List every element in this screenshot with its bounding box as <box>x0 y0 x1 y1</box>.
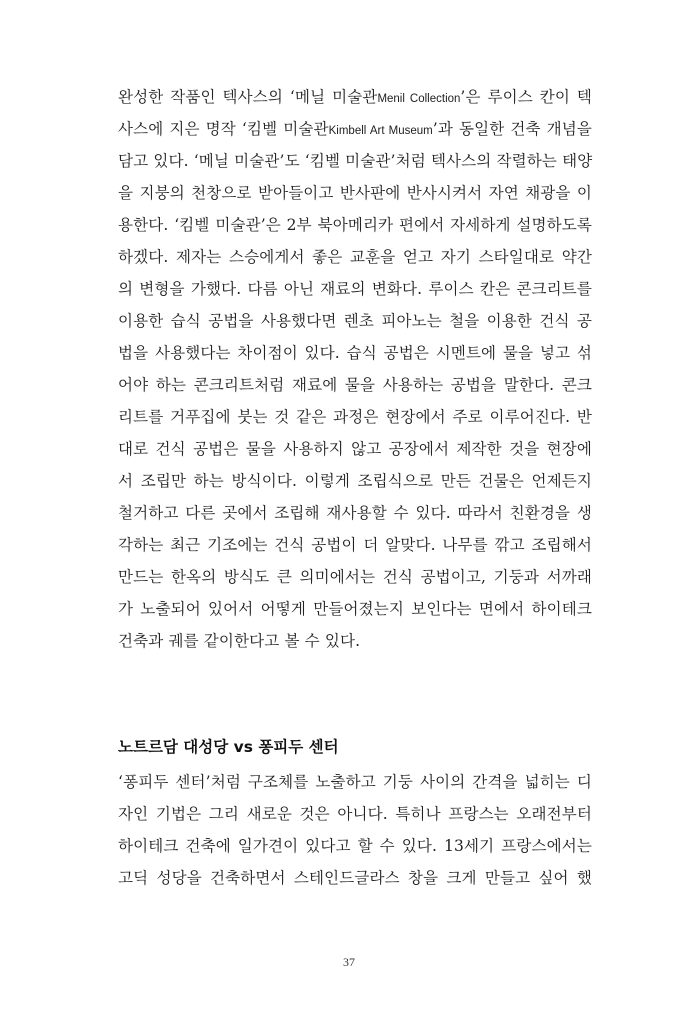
text-line: 을 지붕의 천창으로 받아들이고 반사판에 반사시켜서 자연 채광을 이 <box>118 184 592 202</box>
text-line: 담고 있다. ‘메닐 미술관’도 ‘킴벨 미술관’처럼 텍사스의 작렬하는 태양 <box>118 152 593 170</box>
text-line: 서 조립만 하는 방식이다. 이렇게 조립식으로 만든 건물은 언제든지 <box>118 472 592 490</box>
text-line: 건축과 궤를 같이한다고 볼 수 있다. <box>118 632 361 650</box>
text-line: 법을 사용했다는 차이점이 있다. 습식 공법은 시멘트에 물을 넣고 섞 <box>118 344 592 362</box>
latin-annotation: Menil Collection <box>377 93 461 105</box>
text-line: 각하는 최근 기조에는 건식 공법이 더 알맞다. 나무를 깎고 조립해서 <box>118 536 592 554</box>
text-line: 용한다. ‘킴벨 미술관’은 2부 북아메리카 편에서 자세하게 설명하도록 <box>118 216 592 234</box>
text-line: 하겠다. 제자는 스승에게서 좋은 교훈을 얻고 자기 스타일대로 약간 <box>118 248 592 266</box>
page-number: 37 <box>343 955 355 969</box>
text-line: 자인 기법은 그리 새로운 것은 아니다. 특히나 프랑스는 오래전부터 <box>118 805 592 823</box>
text-line: 리트를 거푸집에 붓는 것 같은 과정은 현장에서 주로 이루어진다. 반 <box>118 408 592 426</box>
text-line: 대로 건식 공법은 물을 사용하지 않고 공장에서 제작한 것을 현장에 <box>118 440 593 458</box>
text-line: 의 변형을 가했다. 다름 아닌 재료의 변화다. 루이스 칸은 콘크리트를 <box>118 280 592 298</box>
section-heading: 노트르담 대성당 vs 퐁피두 센터 <box>118 738 339 756</box>
text-line: 어야 하는 콘크리트처럼 재료에 물을 사용하는 공법을 말한다. 콘크 <box>118 376 593 394</box>
body-paragraph <box>118 81 592 657</box>
text-line: 이용한 습식 공법을 사용했다면 렌초 피아노는 철을 이용한 건식 공 <box>118 312 593 330</box>
text-line: 고딕 성당을 건축하면서 스테인드글라스 창을 크게 만들고 싶어 했 <box>118 869 592 887</box>
text-line: 완성한 작품인 텍사스의 ‘메닐 미술관Menil Collection’은 루이스 칸이 텍 <box>118 88 592 106</box>
text-line: 가 노출되어 있어서 어떻게 만들어졌는지 보인다는 면에서 하이테크 <box>118 600 592 618</box>
text-line: 하이테크 건축에 일가견이 있다고 할 수 있다. 13세기 프랑스에서는 <box>118 837 592 855</box>
text-line: ‘퐁피두 센터’처럼 구조체를 노출하고 기둥 사이의 간격을 넓히는 디 <box>118 773 592 791</box>
body-paragraph <box>118 766 592 894</box>
text-line: 만드는 한옥의 방식도 큰 의미에서는 건식 공법이고, 기둥과 서까래 <box>118 568 592 586</box>
latin-annotation: Kimbell Art Museum <box>328 125 433 137</box>
text-line: 사스에 지은 명작 ‘킴벨 미술관Kimbell Art Museum’과 동일한 건축 개념을 <box>118 120 592 138</box>
text-line: 철거하고 다른 곳에서 조립해 재사용할 수 있다. 따라서 친환경을 생 <box>118 504 592 522</box>
